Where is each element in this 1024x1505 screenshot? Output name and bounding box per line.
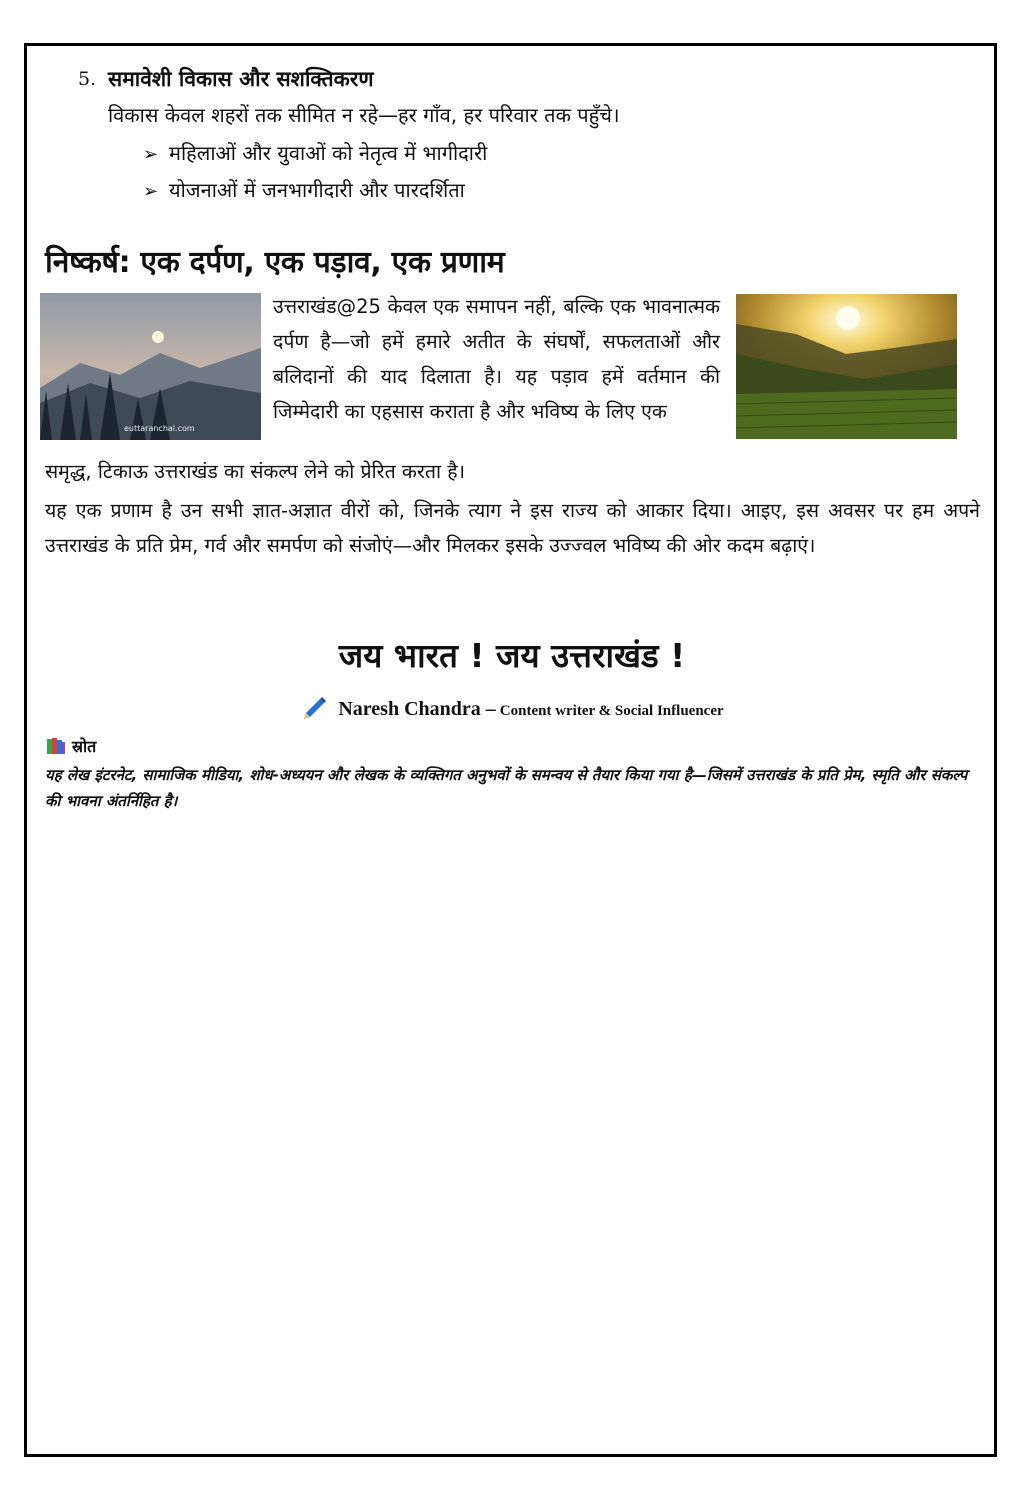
conclusion-paragraph-1: उत्तराखंड@25 केवल एक समापन नहीं, बल्कि एक भावनात्मक दर्पण है—जो हमें हमारे अतीत के संघर्षों, सफलताओं और बलिदानों की याद दिलाता है। यह पड़ाव हमें वर्तमान की जिम्मेदारी का एहसास कराता है और भविष्य के लिए एक <box>273 295 720 423</box>
conclusion-heading: निष्कर्ष: एक दर्पण, एक पड़ाव, एक प्रणाम <box>45 245 505 280</box>
author-line <box>0 695 1024 728</box>
section-number: 5. <box>78 68 97 90</box>
section-description: विकास केवल शहरों तक सीमित न रहे—हर गाँव, हर परिवार तक पहुँचे। <box>108 103 620 127</box>
list-item-text: योजनाओं में जनभागीदारी और पारदर्शिता <box>169 178 465 202</box>
valley-sunrise-image <box>736 294 957 439</box>
list-item-text: महिलाओं और युवाओं को नेतृत्व में भागीदारी <box>169 141 488 165</box>
pencil-icon <box>300 695 328 728</box>
books-icon <box>46 737 66 759</box>
arrow-bullet-icon: ➢ <box>143 144 159 165</box>
conclusion-paragraph-1-end: समृद्ध, टिकाऊ उत्तराखंड का संकल्प लेने को प्रेरित करता है। <box>45 460 465 483</box>
list-item <box>143 139 487 166</box>
image-watermark: euttaranchal.com <box>124 424 195 433</box>
author-role: Content writer & Social Influencer <box>499 703 724 720</box>
arrow-bullet-icon: ➢ <box>143 181 159 202</box>
closing-slogan: जय भारत ! जय उत्तराखंड ! <box>338 636 686 675</box>
source-heading <box>46 735 96 759</box>
author-name: Naresh Chandra – <box>338 698 496 721</box>
conclusion-paragraph-2: यह एक प्रणाम है उन सभी ज्ञात-अज्ञात वीरों को, जिनके त्याग ने इस राज्य को आकार दिया। आइए, इस अवसर पर हम अपने उत्तराखंड के प्रति प्रेम, गर्व और समर्पण को संजोएं—और मिलकर इसके उज्ज्वल भविष्य की ओर कदम बढ़ाएं। <box>45 499 980 557</box>
mountain-sunset-image <box>40 293 261 440</box>
list-item <box>143 176 465 203</box>
source-label: स्रोत <box>72 737 97 756</box>
section-title: समावेशी विकास और सशक्तिकरण <box>108 67 374 91</box>
source-text: यह लेख इंटरनेट, सामाजिक मीडिया, शोध-अध्ययन और लेखक के व्यक्तिगत अनुभवों के समन्वय से तैयार किया गया है—जिसमें उत्तराखंड के प्रति प्रेम, स्मृति और संकल्प की भावना अंतर्निहित है। <box>45 766 968 810</box>
